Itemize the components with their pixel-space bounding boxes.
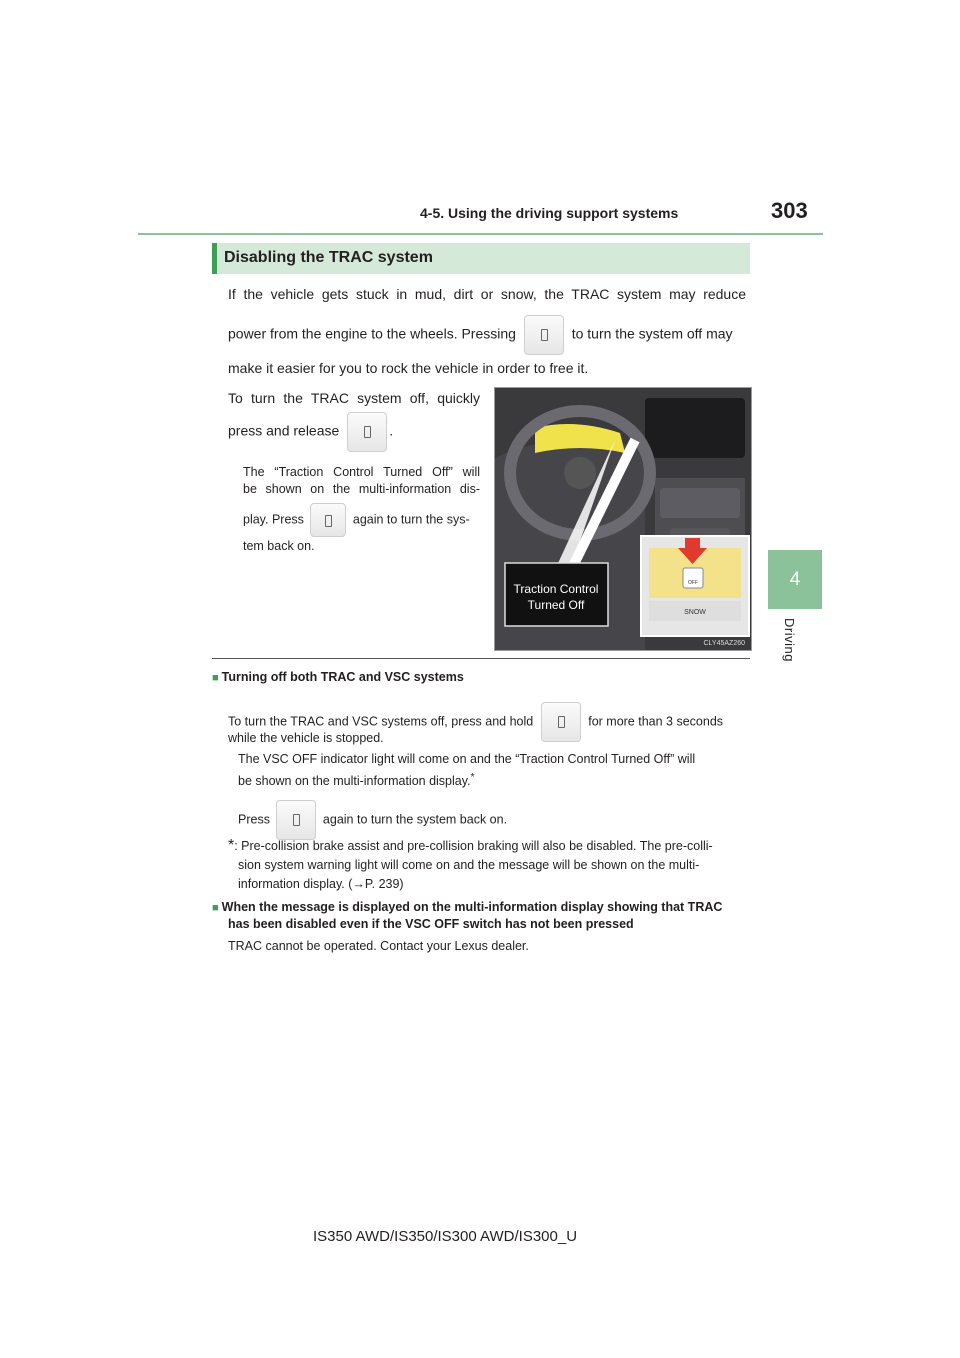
vsc-off-switch-icon: [276, 800, 316, 840]
bullet-square-icon: ■: [212, 672, 219, 684]
switch-off-label: OFF: [688, 580, 698, 586]
note-line-1: The “Traction Control Turned Off” will: [243, 465, 480, 479]
note-line-4: tem back on.: [243, 539, 315, 553]
item1-text-b: for more than 3 seconds: [588, 714, 724, 729]
model-footer: IS350 AWD/IS350/IS300 AWD/IS300_U: [313, 1228, 578, 1245]
item1-title: Turning off both TRAC and VSC systems: [221, 670, 464, 684]
bullet-square-icon: ■: [212, 902, 219, 914]
display-text-2: Turned Off: [527, 598, 585, 612]
footnote-line-1: [228, 837, 713, 855]
footnote-marker: *: [228, 837, 235, 854]
turn-off-text: press and release: [228, 422, 340, 439]
dashboard-drawing: [495, 388, 751, 650]
intro-text-b: to turn the system off may: [571, 325, 733, 342]
item1-line-3: The VSC OFF indicator light will come on and the “Traction Control Turned Off” will: [238, 752, 696, 766]
turn-off-period: .: [389, 422, 394, 439]
item1-heading: [212, 670, 464, 684]
item1-text-c: be shown on the multi-information display.: [238, 774, 471, 789]
item1-line-4: [238, 769, 475, 790]
chapter-tab: 4: [768, 550, 822, 609]
section-title: Disabling the TRAC system: [224, 249, 433, 266]
vsc-off-switch-icon: [524, 315, 564, 355]
header-rule: [138, 233, 823, 235]
footnote-text-1: : Pre-collision brake assist and pre-collision braking will also be disabled. The pre-colli-: [234, 839, 713, 853]
vsc-off-switch-icon: [347, 412, 387, 452]
item1-line-5: [238, 800, 507, 840]
item2-title-1: When the message is displayed on the multi-information display showing that TRAC: [221, 900, 723, 914]
vsc-off-switch-icon: [310, 503, 346, 537]
display-text-1: Traction Control: [513, 582, 599, 596]
intro-text-a: power from the engine to the wheels. Pressing: [228, 325, 516, 342]
chapter-label: Driving: [782, 618, 797, 662]
item2-body: TRAC cannot be operated. Contact your Lexus dealer.: [228, 939, 529, 953]
section-divider: [212, 658, 750, 659]
switch-snow-label: SNOW: [684, 609, 706, 616]
item1-text-e: again to turn the system back on.: [322, 812, 508, 827]
vsc-off-switch-icon: [541, 702, 581, 742]
item1-line-2: while the vehicle is stopped.: [228, 731, 384, 745]
note-line-2: be shown on the multi-information dis-: [243, 482, 480, 496]
note-line-3: [243, 503, 470, 537]
item1-asterisk: *: [470, 772, 475, 783]
dashboard-illustration: [494, 387, 752, 651]
note-text-b: again to turn the sys-: [352, 512, 470, 527]
page-number: 303: [771, 198, 808, 223]
item1-text-d: Press: [238, 812, 270, 827]
intro-line-2: [228, 315, 748, 355]
turn-off-line-1: To turn the TRAC system off, quickly: [228, 390, 480, 406]
footnote-line-2: sion system warning light will come on and the message will be shown on the multi-: [238, 858, 700, 872]
intro-line-1: If the vehicle gets stuck in mud, dirt or snow, the TRAC system may reduce: [228, 286, 746, 302]
image-code: CLY45AZ260: [703, 640, 745, 647]
running-header: 4-5. Using the driving support systems: [420, 205, 679, 221]
footnote-line-3: information display. (→P. 239): [238, 877, 404, 891]
item2-heading-1: [212, 900, 722, 914]
item2-title-2: has been disabled even if the VSC OFF switch has not been pressed: [228, 917, 634, 931]
section-heading-bar: [212, 243, 217, 274]
intro-line-3: make it easier for you to rock the vehicle in order to free it.: [228, 360, 589, 376]
item1-text-a: To turn the TRAC and VSC systems off, press and hold: [228, 714, 534, 729]
section-heading: [212, 243, 750, 274]
note-text-a: play. Press: [243, 512, 304, 527]
turn-off-line-2: [228, 412, 393, 452]
